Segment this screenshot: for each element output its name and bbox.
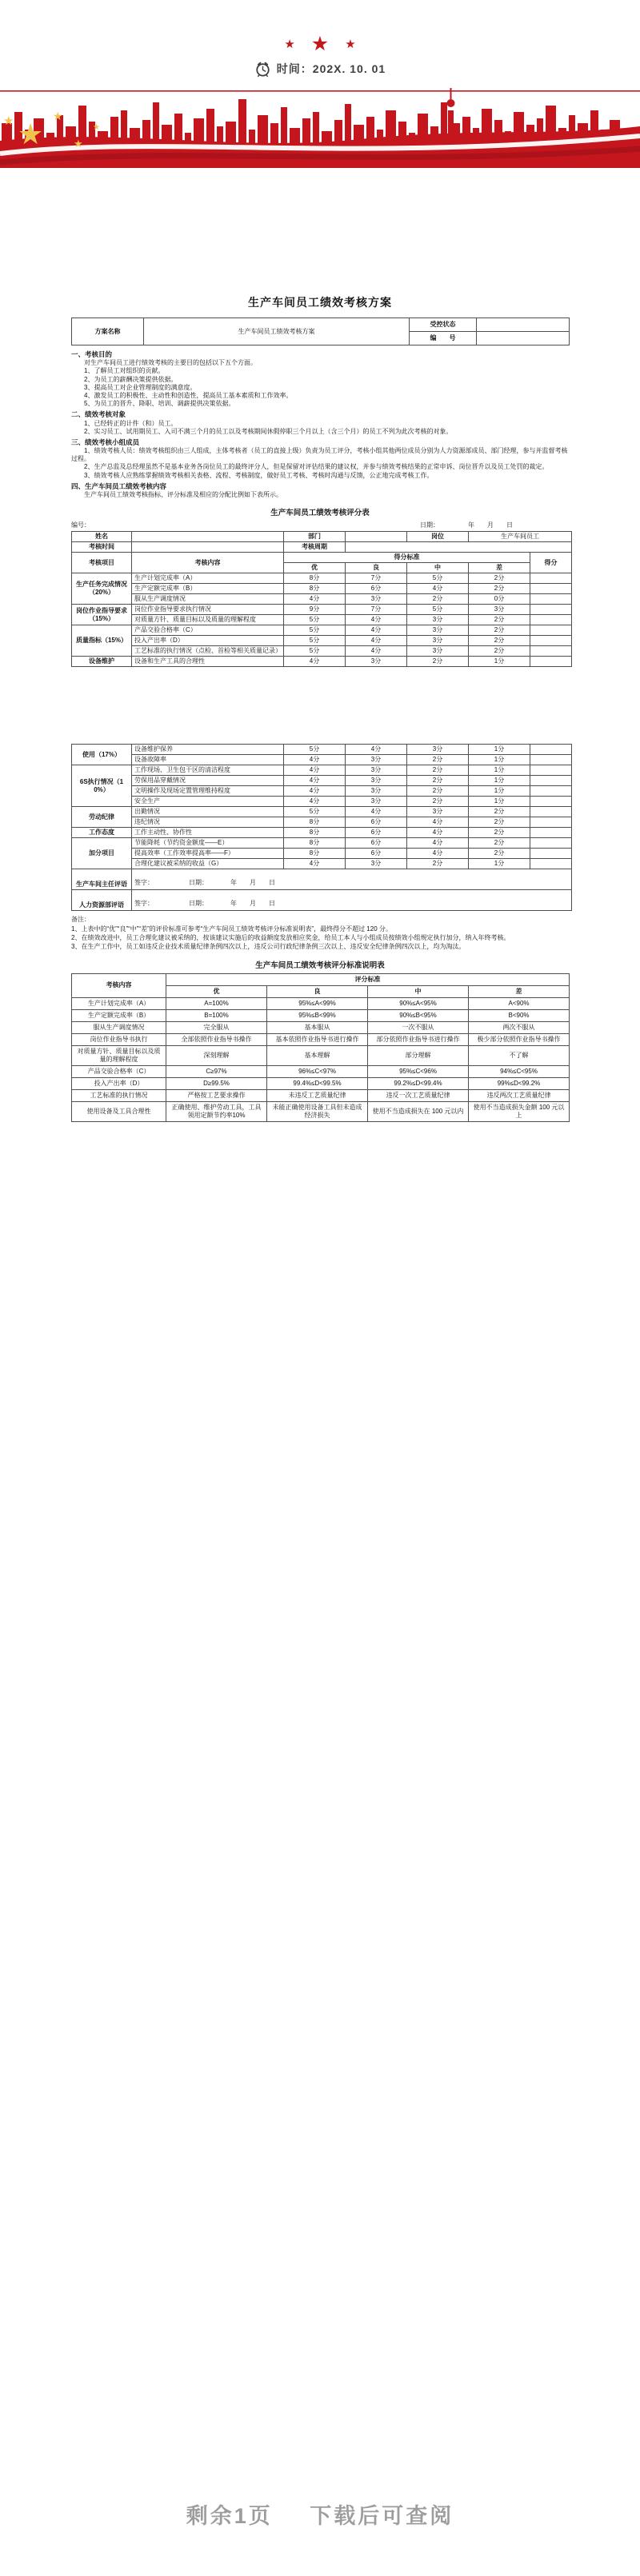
level-good: 良: [267, 985, 368, 997]
paragraph: 4、激发员工的积极性、主动性和创造性，提高员工基本素质和工作效率。: [84, 391, 293, 399]
standards-cell: 99.2%≤D<99.4%: [368, 1077, 469, 1089]
score-cell: 2分: [407, 765, 469, 776]
standards-label-cell: 岗位作业指导书执行: [72, 1033, 166, 1045]
score-cell: 3分: [346, 755, 407, 765]
standards-head-content: 考核内容: [72, 973, 166, 997]
score-cell: 9分: [284, 605, 346, 615]
score-cell: 2分: [469, 838, 530, 849]
star-icon: ★: [284, 37, 295, 51]
score-cell: 2分: [407, 859, 469, 869]
standards-cell: A=100%: [166, 997, 267, 1009]
paragraph: 2、生产总监及总经理虽然不是基本业务各岗位员工的最终评分人，但是保留对评估结果的建议权，并参与绩效考核结果的正常申诉、岗位晋升以及员工处罚的裁定。: [84, 463, 549, 471]
standards-cell: B=100%: [166, 1009, 267, 1021]
score-cell: 4分: [284, 776, 346, 786]
score-row: [72, 776, 572, 786]
score-row: [72, 797, 572, 807]
score-result-cell: [530, 745, 572, 755]
score-cell: 4分: [407, 817, 469, 828]
score-row: [72, 755, 572, 765]
standards-cell: 违反一次工艺质量纪律: [368, 1089, 469, 1101]
score-row: [72, 859, 572, 869]
score-cell: 2分: [469, 828, 530, 838]
content-cell: 设备和生产工具的合理性: [132, 657, 284, 667]
paragraph: 1、绩效考核人员：绩效考核组织由三人组成，主体考核者（员工的直接上级）负责为员工评分，考核小组其他两位成员分别为人力资源部成员、部门经理，参与并监督考核过程。: [71, 447, 568, 463]
score-result-cell: [530, 838, 572, 849]
download-hint-label: 下载后可查阅: [310, 2504, 454, 2528]
score-row: [72, 636, 572, 646]
score-result-cell: [530, 625, 572, 636]
score-cell: 4分: [284, 755, 346, 765]
note-item: 3、在生产工作中，员工如违反企业技术质量纪律条例四次以上，违反公司行政纪律条例三次以上、违反安全纪律条例四次以上，均为淘汰。: [71, 943, 466, 951]
comment-value-cell: 签字： 日期： 年 月 日: [132, 869, 572, 890]
group-label-cell: 设备维护: [72, 657, 132, 667]
standards-cell: B<90%: [469, 1009, 570, 1021]
score-result-cell: [530, 584, 572, 594]
paragraph: 1、已经转正的计件（和）员工。: [84, 419, 178, 427]
document-title: 生产车间员工绩效考核方案: [248, 296, 392, 309]
standards-cell: 违反两次工艺质量纪律: [469, 1089, 570, 1101]
note-item: 2、在绩效改进中，员工合理化建议被采纳的，按该建议实施后的收益额度发放相应奖金，给员工本人与小组成员按绩效小组规定执行加分，纳入年终考核。: [71, 934, 510, 942]
section-heading: 二、绩效考核对象: [71, 410, 126, 419]
col-head-content: 考核内容: [132, 553, 284, 573]
content-cell: 生产定额完成率（B）: [132, 584, 284, 594]
score-cell: 4分: [284, 786, 346, 797]
level-good: 良: [346, 563, 407, 573]
name-value: [132, 532, 284, 542]
score-cell: 4分: [407, 584, 469, 594]
standards-cell: 部分依照作业指导书进行操作: [368, 1033, 469, 1045]
score-cell: 6分: [346, 817, 407, 828]
dept-label: 部门: [284, 532, 346, 542]
score-cell: 5分: [407, 573, 469, 584]
controlled-status-value: [477, 318, 570, 332]
content-cell: 节能降耗（节约资金额度——E）: [132, 838, 284, 849]
score-cell: 3分: [407, 636, 469, 646]
level-excellent: 优: [284, 563, 346, 573]
paragraph: 5、为员工的晋升、降职、培训、调薪提供决策依据。: [84, 400, 235, 408]
standards-cell: 90%≤B<95%: [368, 1009, 469, 1021]
standards-cell: 全部依照作业指导书操作: [166, 1033, 267, 1045]
score-cell: 2分: [469, 849, 530, 859]
score-cell: 3分: [346, 657, 407, 667]
col-head-score: 得分: [530, 553, 572, 573]
score-row: [72, 765, 572, 776]
score-cell: 2分: [407, 797, 469, 807]
score-cell: 5分: [284, 625, 346, 636]
score-cell: 4分: [346, 615, 407, 625]
paragraph: 2、实习员工、试用期员工、入司不满三个月的员工以及考核期间休假停职三个月以上（含三个月）的员工不列为此次考核的对象。: [84, 427, 453, 435]
plan-name-label: 方案名称: [72, 318, 144, 345]
score-result-cell: [530, 657, 572, 667]
group-label-cell: 生产任务完成情况（20%）: [72, 573, 132, 605]
gold-star-icon: ★: [18, 118, 44, 151]
level-poor: 差: [469, 563, 530, 573]
score-cell: 1分: [469, 745, 530, 755]
standards-label-cell: 生产定额完成率（B）: [72, 1009, 166, 1021]
score-cell: 5分: [284, 636, 346, 646]
content-cell: 合理化建议被采纳的收益（G）: [132, 859, 284, 869]
score-result-cell: [530, 786, 572, 797]
score-row: [72, 817, 572, 828]
score-row: [72, 605, 572, 615]
score-cell: 5分: [284, 745, 346, 755]
score-row: [72, 745, 572, 755]
time-label: 时间：202X. 10. 01: [276, 62, 386, 75]
score-cell: 6分: [346, 584, 407, 594]
notes-label: 备注：: [71, 916, 90, 924]
standards-cell: 未违反工艺质量纪律: [267, 1089, 368, 1101]
gold-star-icon: ★: [53, 110, 63, 123]
content-cell: 生产计划完成率（A）: [132, 573, 284, 584]
comment-label-cell: 人力资源部评语: [72, 890, 132, 911]
score-cell: 6分: [346, 828, 407, 838]
plan-info-table: [71, 318, 570, 345]
standards-cell: 两次不服从: [469, 1021, 570, 1033]
doc-sections: [71, 350, 569, 499]
score-cell: 3分: [346, 859, 407, 869]
section-heading: 一、考核目的: [71, 350, 113, 358]
standards-cell: 96%≤C<97%: [267, 1065, 368, 1077]
content-cell: 设备故障率: [132, 755, 284, 765]
standards-row: [72, 1089, 570, 1101]
doc-number-label: 编 号: [410, 332, 477, 345]
score-cell: 2分: [469, 615, 530, 625]
score-row: [72, 573, 572, 584]
note-item: 1、上表中的“优”“良”“中”“差”的评价标准可参考“生产车间员工绩效考核评分标准说明表”，最终得分不超过 120 分。: [71, 925, 392, 933]
score-table-no-date-row: [71, 521, 569, 529]
standards-cell: 使用不当造成损失在 100 元以内: [368, 1101, 469, 1121]
score-result-cell: [530, 859, 572, 869]
score-cell: 3分: [469, 605, 530, 615]
standards-cell: 90%≤A<95%: [368, 997, 469, 1009]
paragraph: 3、提高员工对企业管理制度的满意度。: [84, 383, 197, 391]
standards-table-title: 生产车间员工绩效考核评分标准说明表: [255, 961, 385, 970]
content-cell: 出勤情况: [132, 807, 284, 817]
paragraph: 生产车间员工绩效考核指标、评分标准及相应的分配比例如下表所示。: [84, 491, 282, 498]
score-result-cell: [530, 594, 572, 605]
standards-cell: 一次不服从: [368, 1021, 469, 1033]
score-cell: 4分: [346, 745, 407, 755]
standards-row: [72, 1065, 570, 1077]
score-cell: 4分: [284, 765, 346, 776]
standards-cell: C≥97%: [166, 1065, 267, 1077]
content-cell: 产品交验合格率（C）: [132, 625, 284, 636]
level-medium: 中: [368, 985, 469, 997]
score-result-cell: [530, 755, 572, 765]
standards-cell: 极少部分依照作业指导书操作: [469, 1033, 570, 1045]
score-cell: 7分: [346, 573, 407, 584]
standards-cell: 95%≤B<99%: [267, 1009, 368, 1021]
level-excellent: 优: [166, 985, 267, 997]
score-cell: 4分: [407, 828, 469, 838]
standards-row: [72, 1009, 570, 1021]
score-cell: 2分: [469, 573, 530, 584]
standards-cell: 完全服从: [166, 1021, 267, 1033]
paragraph: 3、绩效考核人应熟练掌握绩效考核相关表格、流程、考核制度，做好员工考核、考核时沟通与反馈，公正地完成考核工作。: [84, 471, 434, 479]
content-cell: 岗位作业指导要求执行情况: [132, 605, 284, 615]
paragraph: 2、为员工的薪酬决策提供依据。: [84, 375, 178, 383]
score-row: [72, 657, 572, 667]
score-cell: 0分: [469, 594, 530, 605]
score-row: [72, 828, 572, 838]
content-cell: 安全生产: [132, 797, 284, 807]
score-cell: 6分: [346, 849, 407, 859]
level-medium: 中: [407, 563, 469, 573]
standards-cell: 部分理解: [368, 1045, 469, 1065]
score-cell: 3分: [407, 615, 469, 625]
paragraph: 对生产车间员工进行绩效考核的主要目的包括以下五个方面。: [84, 359, 257, 367]
score-cell: 3分: [346, 594, 407, 605]
score-cell: 1分: [469, 859, 530, 869]
score-result-cell: [530, 849, 572, 859]
assess-time-value: [132, 542, 284, 553]
score-cell: 3分: [346, 776, 407, 786]
score-cell: 1分: [469, 657, 530, 667]
content-cell: 工作主动性、协作性: [132, 828, 284, 838]
score-result-cell: [530, 573, 572, 584]
score-cell: 8分: [284, 838, 346, 849]
score-row: [72, 807, 572, 817]
score-row: [72, 646, 572, 657]
document-body: [71, 294, 569, 1122]
comment-row: [72, 890, 572, 911]
score-cell: 8分: [284, 849, 346, 859]
content-cell: 劳保用品穿戴情况: [132, 776, 284, 786]
score-result-cell: [530, 765, 572, 776]
score-cell: 5分: [284, 807, 346, 817]
preview-footer: [0, 2498, 640, 2530]
score-cell: 4分: [284, 859, 346, 869]
site-header: [0, 0, 640, 168]
score-table-title: 生产车间员工绩效考核评分表: [270, 509, 370, 518]
content-cell: 提高效率（工作效率提高率——F）: [132, 849, 284, 859]
standards-label-cell: 工艺标准的执行情况: [72, 1089, 166, 1101]
score-cell: 7分: [346, 605, 407, 615]
standards-label-cell: 对质量方针、质量目标以及质量的理解程度: [72, 1045, 166, 1065]
score-cell: 3分: [407, 745, 469, 755]
paragraph: 1、了解员工对组织的贡献。: [84, 367, 165, 375]
score-row: [72, 786, 572, 797]
score-cell: 4分: [284, 594, 346, 605]
score-cell: 3分: [407, 807, 469, 817]
score-cell: 5分: [284, 646, 346, 657]
score-cell: 4分: [346, 636, 407, 646]
score-table-page1: [71, 531, 572, 667]
comment-value-cell: 签字： 日期： 年 月 日: [132, 890, 572, 911]
group-label-cell: 岗位作业指导要求（15%）: [72, 605, 132, 625]
standards-cell: 基本理解: [267, 1045, 368, 1065]
score-cell: 1分: [469, 776, 530, 786]
score-cell: 2分: [407, 776, 469, 786]
post-value: 生产车间员工: [469, 532, 572, 542]
score-result-cell: [530, 636, 572, 646]
score-result-cell: [530, 817, 572, 828]
standards-cell: 基本服从: [267, 1021, 368, 1033]
standards-cell: 未能正确使用设备工具但未造成经济损失: [267, 1101, 368, 1121]
score-cell: 4分: [346, 646, 407, 657]
standards-cell: 99.4%≤D<99.5%: [267, 1077, 368, 1089]
score-cell: 1分: [469, 797, 530, 807]
score-cell: 4分: [284, 797, 346, 807]
page-break-gap: [71, 667, 569, 744]
group-label-cell: 加分项目: [72, 838, 132, 869]
score-row: [72, 838, 572, 849]
standards-cell: 深刻理解: [166, 1045, 267, 1065]
score-row: [72, 615, 572, 625]
score-cell: 2分: [469, 636, 530, 646]
standards-cell: 99%≤D<99.2%: [469, 1077, 570, 1089]
content-cell: 工作现场、卫生包干区的清洁程度: [132, 765, 284, 776]
score-cell: 2分: [407, 755, 469, 765]
score-result-cell: [530, 807, 572, 817]
clock-icon: [254, 61, 271, 78]
controlled-status-label: 受控状态: [410, 318, 477, 332]
score-cell: 2分: [407, 786, 469, 797]
standards-label-cell: 生产计划完成率（A）: [72, 997, 166, 1009]
assess-cycle-label: 考核周期: [284, 542, 346, 553]
content-cell: 对质量方针、质量目标以及质量的理解程度: [132, 615, 284, 625]
group-label-cell: 工作态度: [72, 828, 132, 838]
group-label-cell: 质量指标（15%）: [72, 625, 132, 657]
content-cell: 投入产出率（D）: [132, 636, 284, 646]
score-cell: 8分: [284, 817, 346, 828]
standards-head-standard: 评分标准: [166, 973, 570, 985]
standards-cell: 正确使用、维护劳动工具，工具领用定额节约率10%: [166, 1101, 267, 1121]
score-cell: 3分: [407, 646, 469, 657]
score-table-date-label: 日期： 年 月 日: [420, 521, 513, 529]
score-cell: 2分: [469, 817, 530, 828]
standards-cell: 95%≤A<99%: [267, 997, 368, 1009]
score-cell: 5分: [284, 615, 346, 625]
score-cell: 1分: [469, 755, 530, 765]
standards-label-cell: 服从生产调度情况: [72, 1021, 166, 1033]
score-cell: 4分: [407, 838, 469, 849]
post-label: 岗位: [407, 532, 469, 542]
banner-top-line: [0, 90, 640, 92]
score-cell: 2分: [407, 594, 469, 605]
score-row: [72, 849, 572, 859]
standards-row: [72, 1033, 570, 1045]
score-cell: 1分: [469, 765, 530, 776]
score-row: [72, 584, 572, 594]
level-poor: 差: [469, 985, 570, 997]
standards-label-cell: 使用设备及工具合理性: [72, 1101, 166, 1121]
assess-time-label: 考核时间: [72, 542, 132, 553]
standards-row: [72, 1101, 570, 1121]
score-cell: 2分: [469, 646, 530, 657]
assess-cycle-value: [346, 542, 572, 553]
notes-section: [71, 916, 569, 952]
score-result-cell: [530, 776, 572, 786]
group-label-cell: 劳动纪律: [72, 807, 132, 828]
gold-star-icon: ★: [74, 138, 83, 150]
score-cell: 3分: [346, 786, 407, 797]
score-cell: 8分: [284, 584, 346, 594]
score-cell: 8分: [284, 573, 346, 584]
score-result-cell: [530, 646, 572, 657]
score-cell: 2分: [469, 807, 530, 817]
score-cell: 2分: [469, 584, 530, 594]
score-result-cell: [530, 605, 572, 615]
standards-cell: 95%≤C<96%: [368, 1065, 469, 1077]
content-cell: 设备维护保养: [132, 745, 284, 755]
standards-cell: A<90%: [469, 997, 570, 1009]
score-cell: 4分: [407, 849, 469, 859]
standards-cell: D≥99.5%: [166, 1077, 267, 1089]
score-cell: 2分: [407, 657, 469, 667]
skyline-banner: [0, 88, 640, 168]
gold-star-icon: ★: [3, 114, 14, 128]
score-cell: 5分: [407, 605, 469, 615]
standards-label-cell: 投入产出率（D）: [72, 1077, 166, 1089]
gold-star-icon: ★: [93, 123, 100, 132]
standards-row: [72, 1077, 570, 1089]
group-label-cell: 6S执行情况（10%）: [72, 765, 132, 807]
score-cell: 3分: [407, 625, 469, 636]
score-cell: 4分: [284, 657, 346, 667]
col-head-item: 考核项目: [72, 553, 132, 573]
standards-cell: 严格按工艺要求操作: [166, 1089, 267, 1101]
section-heading: 三、绩效考核小组成员: [71, 437, 140, 446]
standards-label-cell: 产品交验合格率（C）: [72, 1065, 166, 1077]
score-cell: 4分: [346, 625, 407, 636]
content-cell: 服从生产调度情况: [132, 594, 284, 605]
star-icon: ★: [345, 37, 356, 51]
score-cell: 2分: [469, 625, 530, 636]
score-cell: 1分: [469, 786, 530, 797]
section-heading: 四、生产车间员工绩效考核内容: [71, 481, 167, 490]
score-table-page2: [71, 744, 572, 911]
standards-cell: 使用不当造成损失金额 100 元以上: [469, 1101, 570, 1121]
content-cell: 工艺标准的执行情况（点检、首检等相关质量记录）: [132, 646, 284, 657]
standards-table: [71, 973, 570, 1122]
name-label: 姓名: [72, 532, 132, 542]
score-result-cell: [530, 797, 572, 807]
score-row: [72, 594, 572, 605]
standards-row: [72, 1045, 570, 1065]
star-icon: ★: [310, 32, 330, 55]
col-head-standard: 得分标准: [284, 553, 530, 563]
score-cell: 4分: [346, 807, 407, 817]
standards-cell: 94%≤C<95%: [469, 1065, 570, 1077]
score-cell: 8分: [284, 828, 346, 838]
doc-number-value: [477, 332, 570, 345]
score-cell: 3分: [346, 797, 407, 807]
score-table-no-label: 编号：: [71, 521, 90, 529]
score-result-cell: [530, 828, 572, 838]
time-row: [0, 60, 640, 78]
standards-cell: 基本依照作业指导书进行操作: [267, 1033, 368, 1045]
remaining-pages-label: 剩余1页: [186, 2504, 273, 2528]
score-cell: 3分: [346, 765, 407, 776]
standards-row: [72, 1021, 570, 1033]
score-cell: 6分: [346, 838, 407, 849]
standards-cell: 不了解: [469, 1045, 570, 1065]
comment-label-cell: 生产车间主任评语: [72, 869, 132, 890]
score-row: [72, 625, 572, 636]
content-cell: 违纪情况: [132, 817, 284, 828]
score-result-cell: [530, 615, 572, 625]
decor-stars: [0, 34, 640, 54]
dept-value: [346, 532, 407, 542]
group-label-cell: 使用（17%）: [72, 745, 132, 765]
plan-name-value: 生产车间员工绩效考核方案: [144, 318, 410, 345]
content-cell: 文明操作及现场定置管理维持程度: [132, 786, 284, 797]
comment-row: [72, 869, 572, 890]
standards-row: [72, 997, 570, 1009]
